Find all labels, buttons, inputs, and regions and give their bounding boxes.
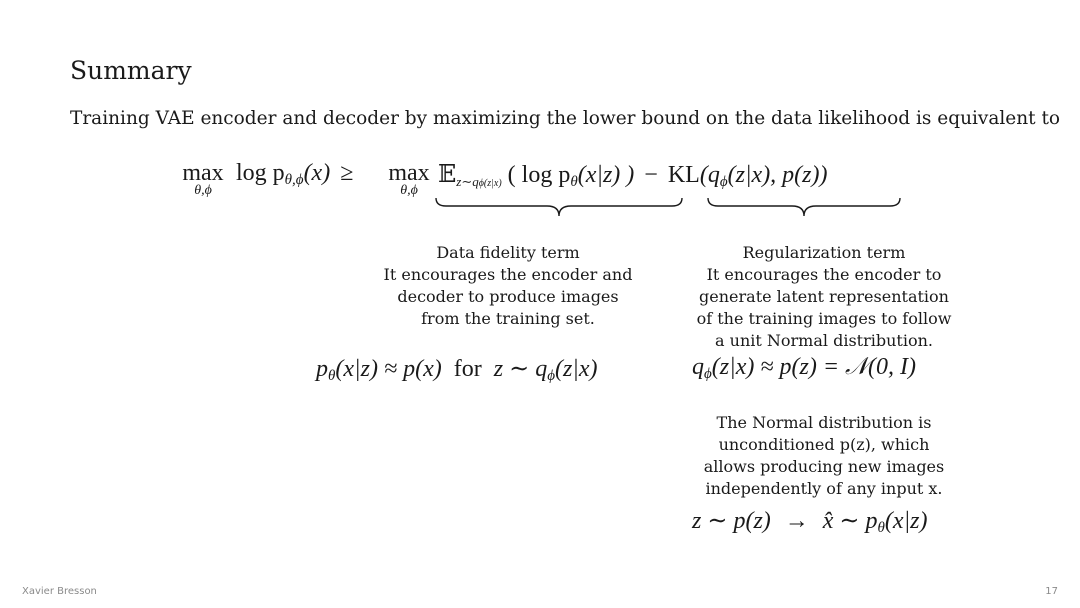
lhs-max-label: max <box>182 160 224 186</box>
normal-note-line: The Normal distribution is <box>716 413 932 432</box>
footer-author: Xavier Bresson <box>22 586 97 597</box>
fidelity-note-line: It encourages the encoder and <box>383 265 633 284</box>
normal-note-line: allows producing new images <box>703 457 945 476</box>
lhs-argument: (x) <box>303 160 331 186</box>
slide-title: Summary <box>70 56 192 85</box>
sampling-arrow: → <box>784 508 809 534</box>
rhs-max-label: max <box>388 160 430 186</box>
fidelity-formula-c-sub: ϕ <box>547 368 555 384</box>
sampling-formula-sub: θ <box>877 520 885 536</box>
footer-page-number: 17 <box>1045 586 1058 597</box>
fidelity-note-line: decoder to produce images <box>397 287 619 306</box>
normal-note-line: unconditioned p(z), which <box>718 435 930 454</box>
regularization-note-heading: Regularization term <box>742 243 906 262</box>
expectation-subscript-b: ϕ(z|x) <box>478 178 502 189</box>
regularization-note-line: It encourages the encoder to <box>706 265 942 284</box>
intro-text: Training VAE encoder and decoder by maximizing the lower bound on the data likelihood is equivalent to <box>70 108 1061 129</box>
expectation-subscript <box>456 174 501 189</box>
kl-operator: KL <box>667 162 700 188</box>
sampling-formula-b: x̂ ∼ p <box>822 508 878 534</box>
kl-open: (q <box>699 162 720 188</box>
sampling-formula-c: (x|z) <box>884 508 928 534</box>
kl-rest: (z|x), p(z)) <box>727 162 828 188</box>
normal-note-line: independently of any input x. <box>705 479 943 498</box>
expectation-subscript-a: z∼q <box>456 174 479 189</box>
rhs-max-operator <box>384 160 434 199</box>
minus-symbol: − <box>644 162 658 188</box>
fidelity-formula-p: p <box>316 356 328 382</box>
fidelity-subscript: θ <box>570 174 578 190</box>
fidelity-formula-b: (x|z) ≈ p(x) <box>335 356 442 382</box>
lhs-max-operator <box>178 160 228 199</box>
kl-subscript: ϕ <box>719 174 728 190</box>
fidelity-formula-c: z ∼ q <box>493 356 548 382</box>
lhs-expression <box>236 160 353 189</box>
regularization-formula-b: (z|x) ≈ p(z) = 𝒩(0, I) <box>711 354 916 380</box>
regularization-underbrace <box>706 196 902 222</box>
fidelity-note-line: from the training set. <box>421 309 595 328</box>
fidelity-formula-for: for <box>453 356 482 382</box>
rhs-expression <box>438 160 828 191</box>
fidelity-formula-d: (z|x) <box>554 356 598 382</box>
fidelity-formula-sub: θ <box>328 368 336 384</box>
regularization-note <box>688 242 960 352</box>
lhs-log: log p <box>236 160 285 186</box>
rhs-max-subscript: θ,ϕ <box>400 183 418 198</box>
fidelity-note <box>378 242 638 330</box>
regularization-note-line: a unit Normal distribution. <box>715 331 933 350</box>
regularization-note-line: generate latent representation <box>699 287 949 306</box>
fidelity-term: ( log p <box>507 162 571 188</box>
fidelity-formula <box>316 354 598 385</box>
fidelity-underbrace <box>434 196 684 222</box>
lhs-max-subscript: θ,ϕ <box>194 183 212 198</box>
fidelity-argument: (x|z) ) <box>577 162 635 188</box>
expectation-symbol: 𝔼 <box>438 162 457 188</box>
relation-symbol: ≥ <box>340 160 354 186</box>
regularization-formula-q: q <box>692 354 704 380</box>
sampling-formula-a: z ∼ p(z) <box>692 508 771 534</box>
lhs-subscript: θ,ϕ <box>284 172 304 188</box>
regularization-formula <box>692 354 916 383</box>
regularization-formula-sub: ϕ <box>704 366 712 382</box>
fidelity-note-heading: Data fidelity term <box>436 243 580 262</box>
regularization-note-line: of the training images to follow <box>696 309 952 328</box>
normal-note <box>692 412 956 500</box>
sampling-formula <box>692 506 928 537</box>
